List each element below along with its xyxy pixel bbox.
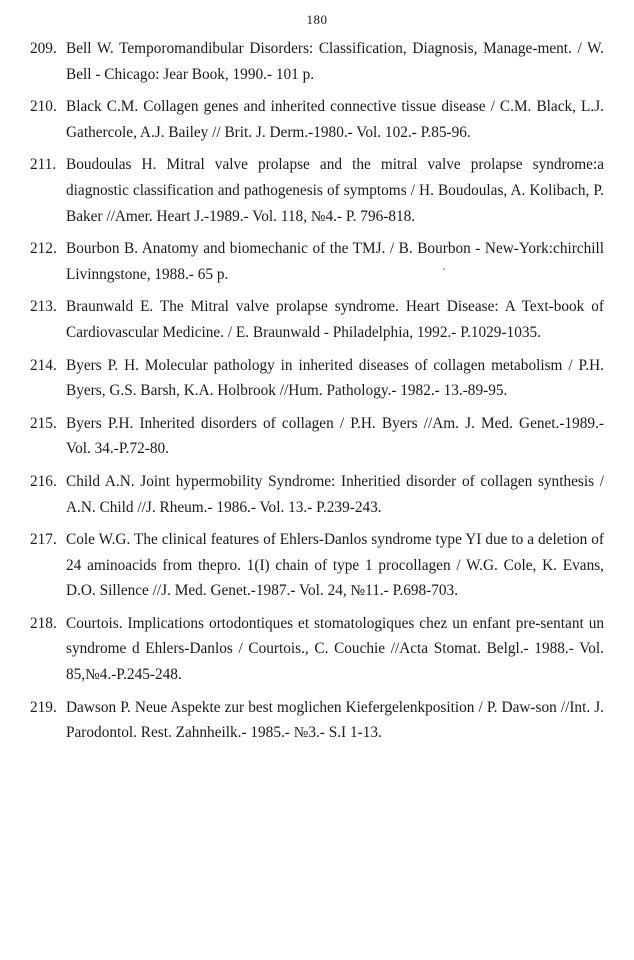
- reference-item: [30, 353, 604, 404]
- reference-number: 213.: [30, 298, 57, 316]
- reference-text: Bell W. Temporomandibular Disorders: Classification, Diagnosis, Manage-ment. / W. Bell - Chicago: Jear Book, 1990.- 101 p.: [66, 40, 604, 83]
- reference-number: 216.: [30, 472, 57, 490]
- reference-item: [30, 236, 604, 287]
- reference-item: [30, 611, 604, 688]
- reference-text: Braunwald E. The Mitral valve prolapse syndrome. Heart Disease: A Text-book of Cardiovascular Medicine. / E. Braunwald - Philadelphia, 1992.- P.1029-1035.: [66, 298, 604, 341]
- reference-text: Boudoulas H. Mitral valve prolapse and the mitral valve prolapse syndrome:a diagnostic classification and pathogenesis of symptoms / H. Boudoulas, A. Kolibach, P. Baker //Amer. Heart J.-1989.- Vol. 118, №4.- P. 796-818.: [66, 156, 604, 225]
- reference-number: 211.: [30, 156, 57, 174]
- reference-item: [30, 411, 604, 462]
- reference-number: 215.: [30, 414, 57, 432]
- reference-item: [30, 152, 604, 229]
- reference-list: [30, 36, 604, 753]
- reference-text: Dawson P. Neue Aspekte zur best moglichen Kiefergelenkposition / P. Daw-son //Int. J. Parodontol. Rest. Zahnheilk.- 1985.- №3.- S.I 1-13.: [66, 698, 604, 742]
- reference-item: [30, 469, 604, 520]
- reference-item: [30, 94, 604, 145]
- reference-number: 214.: [30, 356, 57, 374]
- reference-text: Bourbon B. Anatomy and biomechanic of the TMJ. / B. Bourbon - New-York:chirchill Livinngstone, 1988.- 65 p.: [66, 240, 604, 283]
- reference-text: Byers P.H. Inherited disorders of collagen / P.H. Byers //Am. J. Med. Genet.-1989.- Vol. 34.-P.72-80.: [66, 414, 604, 458]
- reference-number: 209.: [30, 40, 57, 57]
- reference-item: [30, 527, 604, 604]
- page-number: 180: [306, 12, 328, 27]
- reference-number: 212.: [30, 240, 57, 258]
- reference-number: 218.: [30, 614, 57, 632]
- reference-item: [30, 36, 604, 87]
- reference-text: Child A.N. Joint hypermobility Syndrome: Inheritied disorder of collagen synthesis / A.N. Child //J. Rheum.- 1986.- Vol. 13.- P.239-243.: [66, 472, 604, 516]
- reference-number: 219.: [30, 698, 57, 716]
- scan-speck: [443, 268, 445, 270]
- reference-text: Courtois. Implications ortodontiques et stomatologiques chez un enfant pre-sentant un syndrome d Ehlers-Danlos / Courtois., C. Couchie //Acta Stomat. Belgl.- 1988.- Vol. 85,№4.-P.245-248.: [66, 614, 604, 684]
- reference-text: Byers P. H. Molecular pathology in inherited diseases of collagen metabolism / P.H. Byers, G.S. Barsh, K.A. Holbrook //Hum. Pathology.- 1982.- 13.-89-95.: [66, 356, 604, 400]
- reference-text: Cole W.G. The clinical features of Ehlers-Danlos syndrome type YI due to a deletion of 24 aminoacids from thepro. 1(I) chain of type 1 procollagen / W.G. Cole, K. Evans, D.O. Sillence //J. Med. Genet.-1987.- Vol. 24, №11.- P.698-703.: [66, 531, 604, 600]
- reference-item: [30, 695, 604, 746]
- reference-item: [30, 294, 604, 345]
- reference-number: 210.: [30, 98, 57, 116]
- reference-text: Black C.M. Collagen genes and inherited connective tissue disease / C.M. Black, L.J. Gathercole, A.J. Bailey // Brit. J. Derm.-1980.- Vol. 102.- P.85-96.: [66, 98, 604, 141]
- reference-number: 217.: [30, 531, 57, 549]
